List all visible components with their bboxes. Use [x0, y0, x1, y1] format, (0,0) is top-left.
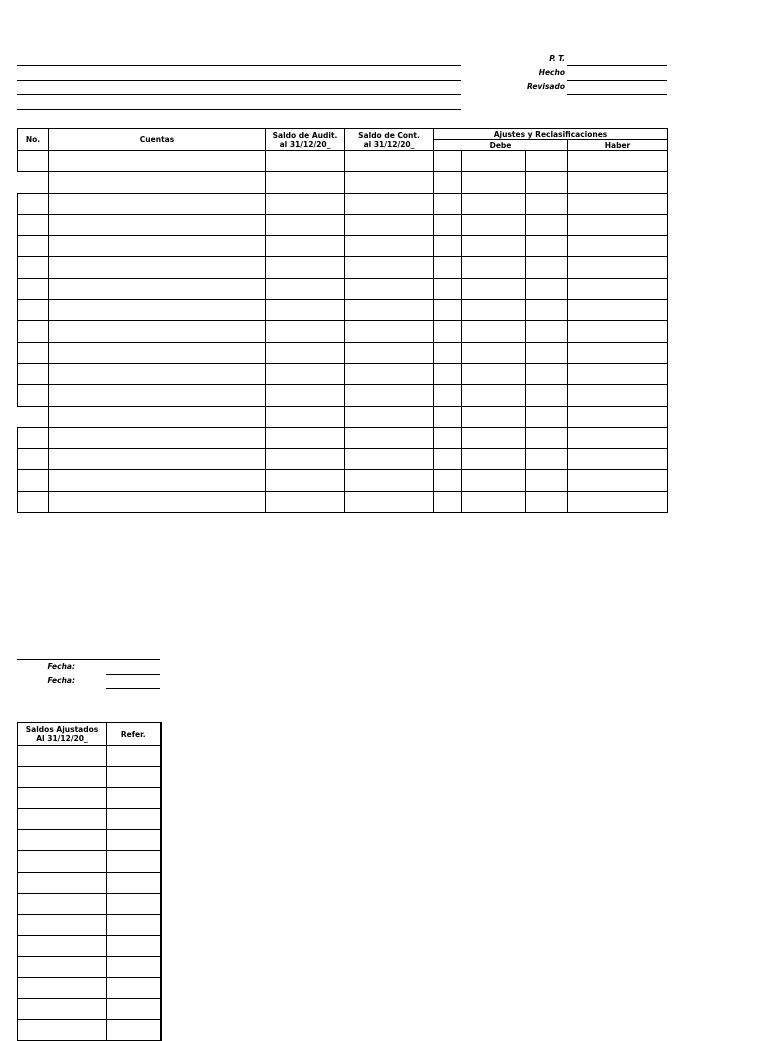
table-cell[interactable] [462, 151, 526, 172]
header-line-2 [17, 80, 461, 81]
table-row [18, 809, 161, 830]
table-cell[interactable] [18, 385, 49, 406]
table-row [18, 470, 668, 491]
table-cell[interactable] [266, 449, 345, 470]
table-cell[interactable] [266, 172, 345, 193]
table-cell[interactable] [462, 427, 526, 448]
fecha-field-line-1[interactable] [106, 674, 160, 675]
table-cell[interactable] [18, 257, 49, 278]
table-cell[interactable] [345, 300, 434, 321]
table-row [18, 236, 668, 257]
table-cell[interactable] [434, 491, 462, 512]
table-cell[interactable] [345, 236, 434, 257]
table-cell[interactable] [462, 406, 526, 427]
table-cell[interactable] [18, 491, 49, 512]
fecha-label-2: Fecha: [47, 676, 75, 685]
table-cell[interactable] [568, 278, 668, 299]
table-cell[interactable] [526, 363, 568, 384]
table-cell[interactable] [107, 893, 161, 914]
table-cell[interactable] [345, 214, 434, 235]
table-cell[interactable] [18, 151, 49, 172]
table-cell[interactable] [568, 470, 668, 491]
table-cell[interactable] [18, 788, 107, 809]
table-cell[interactable] [18, 999, 107, 1020]
table-cell[interactable] [49, 257, 266, 278]
revisado-field-line[interactable] [567, 94, 667, 95]
table-cell[interactable] [526, 193, 568, 214]
table-cell[interactable] [49, 193, 266, 214]
table-cell[interactable] [266, 214, 345, 235]
table-cell[interactable] [107, 872, 161, 893]
table-cell[interactable] [345, 406, 434, 427]
table-cell[interactable] [266, 151, 345, 172]
table-cell[interactable] [18, 893, 107, 914]
table-cell[interactable] [434, 236, 462, 257]
table-cell[interactable] [107, 935, 161, 956]
table-cell[interactable] [107, 978, 161, 999]
table-cell[interactable] [18, 1020, 107, 1041]
table-cell[interactable] [18, 406, 49, 427]
table-cell[interactable] [526, 321, 568, 342]
table-cell[interactable] [526, 491, 568, 512]
table-row [18, 151, 668, 172]
table-row [18, 999, 161, 1020]
table-cell[interactable] [526, 172, 568, 193]
hecho-field-line[interactable] [567, 80, 667, 81]
table-cell[interactable] [345, 321, 434, 342]
table-cell[interactable] [462, 236, 526, 257]
table-row [18, 746, 161, 767]
table-cell[interactable] [462, 470, 526, 491]
bottom-table [17, 722, 162, 1041]
table-cell[interactable] [345, 172, 434, 193]
table-cell[interactable] [434, 363, 462, 384]
saldo-audit-line-1: Saldo de Audit. [272, 130, 338, 140]
table-cell[interactable] [568, 406, 668, 427]
table-cell[interactable] [49, 151, 266, 172]
table-cell[interactable] [49, 406, 266, 427]
table-cell[interactable] [462, 321, 526, 342]
table-cell[interactable] [568, 342, 668, 363]
table-cell[interactable] [266, 342, 345, 363]
table-cell[interactable] [526, 236, 568, 257]
saldo-audit-line-2: al 31/12/20_ [279, 139, 331, 149]
table-cell[interactable] [462, 214, 526, 235]
table-row [18, 956, 161, 977]
col-ajustes-header: Ajustes y Reclasificaciones [434, 129, 668, 140]
table-cell[interactable] [462, 300, 526, 321]
table-cell[interactable] [568, 257, 668, 278]
table-cell[interactable] [345, 342, 434, 363]
table-row [18, 363, 668, 384]
table-cell[interactable] [18, 746, 107, 767]
table-cell[interactable] [434, 300, 462, 321]
table-row [18, 214, 668, 235]
table-row [18, 300, 668, 321]
table-cell[interactable] [434, 406, 462, 427]
table-cell[interactable] [107, 851, 161, 872]
table-row [18, 1020, 161, 1041]
table-cell[interactable] [345, 491, 434, 512]
fecha-label-1: Fecha: [47, 662, 75, 671]
table-cell[interactable] [266, 236, 345, 257]
table-cell[interactable] [18, 214, 49, 235]
table-cell[interactable] [18, 363, 49, 384]
table-cell[interactable] [266, 491, 345, 512]
table-cell[interactable] [526, 427, 568, 448]
table-cell[interactable] [107, 767, 161, 788]
table-cell[interactable] [462, 278, 526, 299]
table-cell[interactable] [266, 278, 345, 299]
table-cell[interactable] [18, 978, 107, 999]
hecho-label: Hecho [538, 68, 565, 77]
table-cell[interactable] [434, 214, 462, 235]
table-cell[interactable] [526, 151, 568, 172]
table-cell[interactable] [266, 406, 345, 427]
table-row [18, 406, 668, 427]
table-cell[interactable] [434, 449, 462, 470]
table-row [18, 449, 668, 470]
table-cell[interactable] [568, 491, 668, 512]
table-cell[interactable] [107, 788, 161, 809]
table-cell[interactable] [526, 342, 568, 363]
table-cell[interactable] [18, 278, 49, 299]
table-row [18, 257, 668, 278]
table-cell[interactable] [526, 257, 568, 278]
table-cell[interactable] [18, 872, 107, 893]
table-row [18, 830, 161, 851]
col-no-header: No. [18, 129, 49, 151]
table-cell[interactable] [434, 193, 462, 214]
table-cell[interactable] [345, 193, 434, 214]
table-cell[interactable] [526, 214, 568, 235]
table-cell[interactable] [18, 851, 107, 872]
table-cell[interactable] [107, 830, 161, 851]
table-cell[interactable] [49, 214, 266, 235]
table-cell[interactable] [107, 956, 161, 977]
table-cell[interactable] [434, 321, 462, 342]
table-cell[interactable] [568, 214, 668, 235]
col-saldos-ajustados-header [18, 723, 107, 746]
col-saldo-audit-header [266, 129, 345, 151]
table-row [18, 342, 668, 363]
saldo-cont-line-1: Saldo de Cont. [358, 130, 420, 140]
table-cell[interactable] [49, 427, 266, 448]
table-cell[interactable] [568, 385, 668, 406]
table-cell[interactable] [18, 914, 107, 935]
table-cell[interactable] [462, 342, 526, 363]
table-cell[interactable] [568, 363, 668, 384]
table-cell[interactable] [18, 300, 49, 321]
table-cell[interactable] [266, 385, 345, 406]
table-cell[interactable] [18, 956, 107, 977]
table-cell[interactable] [568, 449, 668, 470]
table-cell[interactable] [568, 172, 668, 193]
table-cell[interactable] [49, 491, 266, 512]
table-cell[interactable] [18, 342, 49, 363]
table-cell[interactable] [107, 746, 161, 767]
table-cell[interactable] [434, 470, 462, 491]
table-cell[interactable] [526, 470, 568, 491]
col-saldo-cont-header [345, 129, 434, 151]
table-cell[interactable] [107, 1020, 161, 1041]
table-cell[interactable] [107, 809, 161, 830]
table-cell[interactable] [345, 470, 434, 491]
table-cell[interactable] [107, 914, 161, 935]
col-debe-header: Debe [434, 140, 568, 151]
table-cell[interactable] [568, 300, 668, 321]
table-cell[interactable] [434, 342, 462, 363]
table-cell[interactable] [568, 427, 668, 448]
table-cell[interactable] [526, 449, 568, 470]
table-cell[interactable] [526, 406, 568, 427]
table-cell[interactable] [462, 385, 526, 406]
footer-line-top [17, 659, 160, 660]
table-cell[interactable] [462, 491, 526, 512]
table-cell[interactable] [49, 385, 266, 406]
table-cell[interactable] [18, 470, 49, 491]
table-cell[interactable] [568, 321, 668, 342]
table-cell[interactable] [266, 300, 345, 321]
table-row [18, 978, 161, 999]
col-haber-header: Haber [568, 140, 668, 151]
table-cell[interactable] [568, 236, 668, 257]
table-cell[interactable] [49, 342, 266, 363]
table-row [18, 172, 668, 193]
table-cell[interactable] [345, 427, 434, 448]
table-cell[interactable] [18, 935, 107, 956]
table-cell[interactable] [345, 257, 434, 278]
table-cell[interactable] [18, 830, 107, 851]
table-cell[interactable] [434, 385, 462, 406]
table-cell[interactable] [434, 151, 462, 172]
table-cell[interactable] [266, 257, 345, 278]
header-line-3 [17, 94, 461, 95]
revisado-label: Revisado [527, 82, 565, 91]
table-cell[interactable] [345, 151, 434, 172]
table-cell[interactable] [568, 193, 668, 214]
saldos-line-2: Al 31/12/20_ [36, 734, 88, 743]
table-cell[interactable] [462, 193, 526, 214]
table-cell[interactable] [266, 427, 345, 448]
table-cell[interactable] [49, 321, 266, 342]
table-cell[interactable] [18, 449, 49, 470]
table-cell[interactable] [266, 193, 345, 214]
table-cell[interactable] [49, 449, 266, 470]
table-row [18, 893, 161, 914]
table-row [18, 767, 161, 788]
table-cell[interactable] [107, 999, 161, 1020]
header-line-4 [17, 109, 461, 110]
saldo-cont-line-2: al 31/12/20_ [363, 139, 415, 149]
table-cell[interactable] [266, 470, 345, 491]
table-cell[interactable] [526, 300, 568, 321]
header-line-1 [17, 65, 461, 66]
table-row [18, 851, 161, 872]
table-cell[interactable] [266, 363, 345, 384]
table-cell[interactable] [49, 300, 266, 321]
table-cell[interactable] [49, 172, 266, 193]
table-cell[interactable] [49, 363, 266, 384]
pt-label: P. T. [549, 54, 565, 63]
table-cell[interactable] [434, 427, 462, 448]
table-cell[interactable] [462, 363, 526, 384]
table-cell[interactable] [49, 278, 266, 299]
table-cell[interactable] [526, 278, 568, 299]
table-cell[interactable] [18, 321, 49, 342]
table-cell[interactable] [18, 236, 49, 257]
table-row [18, 788, 161, 809]
table-cell[interactable] [526, 385, 568, 406]
table-cell[interactable] [49, 236, 266, 257]
table-row [18, 935, 161, 956]
table-cell[interactable] [345, 363, 434, 384]
main-table-body [18, 151, 668, 513]
table-cell[interactable] [462, 257, 526, 278]
pt-field-line[interactable] [567, 65, 667, 66]
table-cell[interactable] [434, 278, 462, 299]
col-refer-header: Refer. [107, 723, 161, 746]
col-cuentas-header: Cuentas [49, 129, 266, 151]
table-row [18, 872, 161, 893]
table-row [18, 193, 668, 214]
table-cell[interactable] [568, 151, 668, 172]
table-row [18, 385, 668, 406]
table-cell[interactable] [49, 470, 266, 491]
table-cell[interactable] [462, 172, 526, 193]
table-row [18, 278, 668, 299]
table-cell[interactable] [434, 172, 462, 193]
saldos-line-1: Saldos Ajustados [25, 725, 99, 734]
table-cell[interactable] [345, 385, 434, 406]
table-cell[interactable] [345, 278, 434, 299]
fecha-field-line-2[interactable] [106, 688, 160, 689]
table-cell[interactable] [266, 321, 345, 342]
bottom-table-body [18, 746, 161, 1041]
table-cell[interactable] [18, 767, 107, 788]
table-cell[interactable] [18, 809, 107, 830]
main-table [17, 128, 668, 513]
table-row [18, 427, 668, 448]
table-cell[interactable] [18, 427, 49, 448]
table-row [18, 491, 668, 512]
table-cell[interactable] [462, 449, 526, 470]
table-cell[interactable] [434, 257, 462, 278]
table-row [18, 321, 668, 342]
table-cell[interactable] [18, 193, 49, 214]
table-cell[interactable] [18, 172, 49, 193]
table-cell[interactable] [345, 449, 434, 470]
table-row [18, 914, 161, 935]
